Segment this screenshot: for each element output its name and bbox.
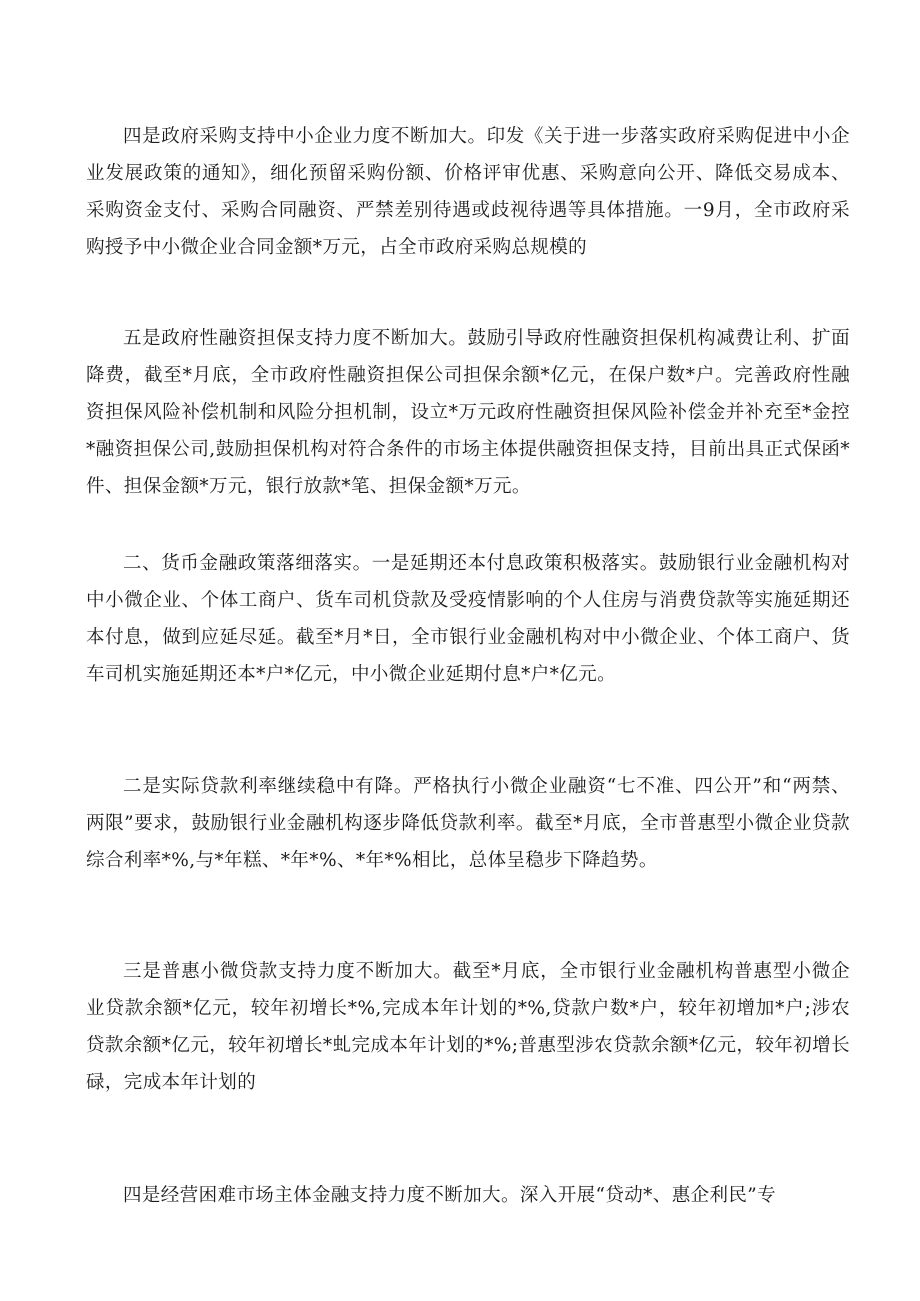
paragraph-financing-guarantee: 五是政府性融资担保支持力度不断加大。鼓励引导政府性融资担保机构减费让利、扩面降费，截至*月底，全市政府性融资担保公司担保余额*亿元，在保户数*户。完善政府性融资担保风险补偿机制和风险分担机制，设立*万元政府性融资担保风险补偿金并补充至*金控*融资担保公司,鼓励担保机构对符合条件的市场主体提供融资担保支持，目前出具正式保函*件、担保金额*万元，银行放款*笔、担保金额*万元。 [86,328,850,497]
paragraph-loan-interest-rate: 二是实际贷款利率继续稳中有降。严格执行小微企业融资“七不准、四公开”和“两禁、两限”要求，鼓励银行业金融机构逐步降低贷款利率。截至*月底，全市普惠型小微企业贷款综合利率*%,与*年糕、*年*%、*年*%相比，总体呈稳步下降趋势。 [86,776,850,871]
paragraph-monetary-policy: 二、货币金融政策落细落实。一是延期还本付息政策积极落实。鼓励银行业金融机构对中小微企业、个体工商户、货车司机贷款及受疫情影响的个人住房与消费贷款等实施延期还本付息，做到应延尽延。截至*月*日，全市银行业金融机构对中小微企业、个体工商户、货车司机实施延期还本*户*亿元，中小微企业延期付息*户*亿元。 [86,553,850,685]
paragraph-struggling-market-entities: 四是经营困难市场主体金融支持力度不断加大。深入开展“贷动*、惠企利民”专 [123,1185,777,1206]
paragraph-government-procurement: 四是政府采购支持中小企业力度不断加大。印发《关于进一步落实政府采购促进中小企业发展政策的通知》，细化预留采购份额、价格评审优惠、采购意向公开、降低交易成本、采购资金支付、采购合同融资、严禁差别待遇或歧视待遇等具体措施。一9月，全市政府采购授予中小微企业合同金额*万元，占全市政府采购总规模的 [86,126,850,258]
paragraph-inclusive-micro-loans: 三是普惠小微贷款支持力度不断加大。截至*月底，全市银行业金融机构普惠型小微企业贷款余额*亿元，较年初增长*%,完成本年计划的*%,贷款户数*户，较年初增加*户;涉农贷款余额*亿元，较年初增长*虬完成本年计划的*%;普惠型涉农贷款余额*亿元，较年初增长碌，完成本年计划的 [86,961,850,1093]
